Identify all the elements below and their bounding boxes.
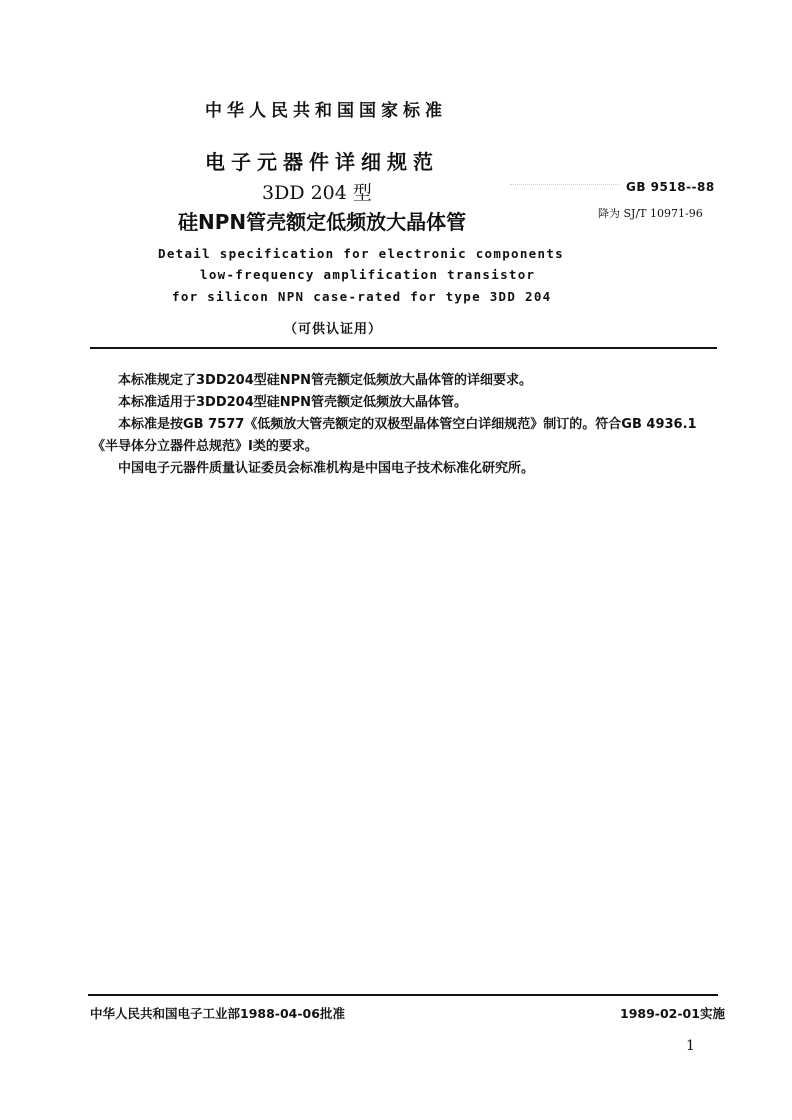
header-dotted-rule bbox=[510, 184, 620, 185]
body-paragraph: 本标准是按GB 7577《低频放大管壳额定的双极型晶体管空白详细规范》制订的。符合GB 4936.1 bbox=[118, 417, 697, 432]
replaced-by-note: 降为 SJ/T 10971-96 bbox=[598, 207, 703, 220]
title-en-line2: low-frequency amplification transistor bbox=[200, 267, 536, 282]
title-en-line3: for silicon NPN case-rated for type 3DD 204 bbox=[172, 289, 552, 304]
footer-divider bbox=[88, 994, 718, 996]
implementation-date: 1989-02-01实施 bbox=[620, 1006, 725, 1021]
body-paragraph: 本标准适用于3DD204型硅NPN管壳额定低频放大晶体管。 bbox=[118, 395, 468, 410]
body-paragraph: 本标准规定了3DD204型硅NPN管壳额定低频放大晶体管的详细要求。 bbox=[118, 373, 533, 388]
header-divider bbox=[90, 347, 717, 349]
title-en-line1: Detail specification for electronic components bbox=[158, 246, 564, 261]
document-body bbox=[92, 370, 732, 480]
national-standard-heading: 中华人民共和国国家标准 bbox=[205, 101, 447, 121]
certification-note: （可供认证用） bbox=[284, 322, 383, 337]
body-paragraph: 《半导体分立器件总规范》Ⅰ类的要求。 bbox=[92, 439, 318, 454]
standard-number: GB 9518--88 bbox=[626, 180, 715, 194]
title-cn-line3: 硅NPN管壳额定低频放大晶体管 bbox=[178, 210, 467, 234]
title-cn-line1: 电子元器件详细规范 bbox=[205, 150, 439, 174]
page-number: 1 bbox=[686, 1038, 695, 1054]
title-cn-model: 3DD 204 型 bbox=[262, 182, 372, 204]
body-paragraph: 中国电子元器件质量认证委员会标准机构是中国电子技术标准化研究所。 bbox=[118, 461, 535, 476]
approval-line: 中华人民共和国电子工业部1988-04-06批准 bbox=[90, 1006, 345, 1021]
